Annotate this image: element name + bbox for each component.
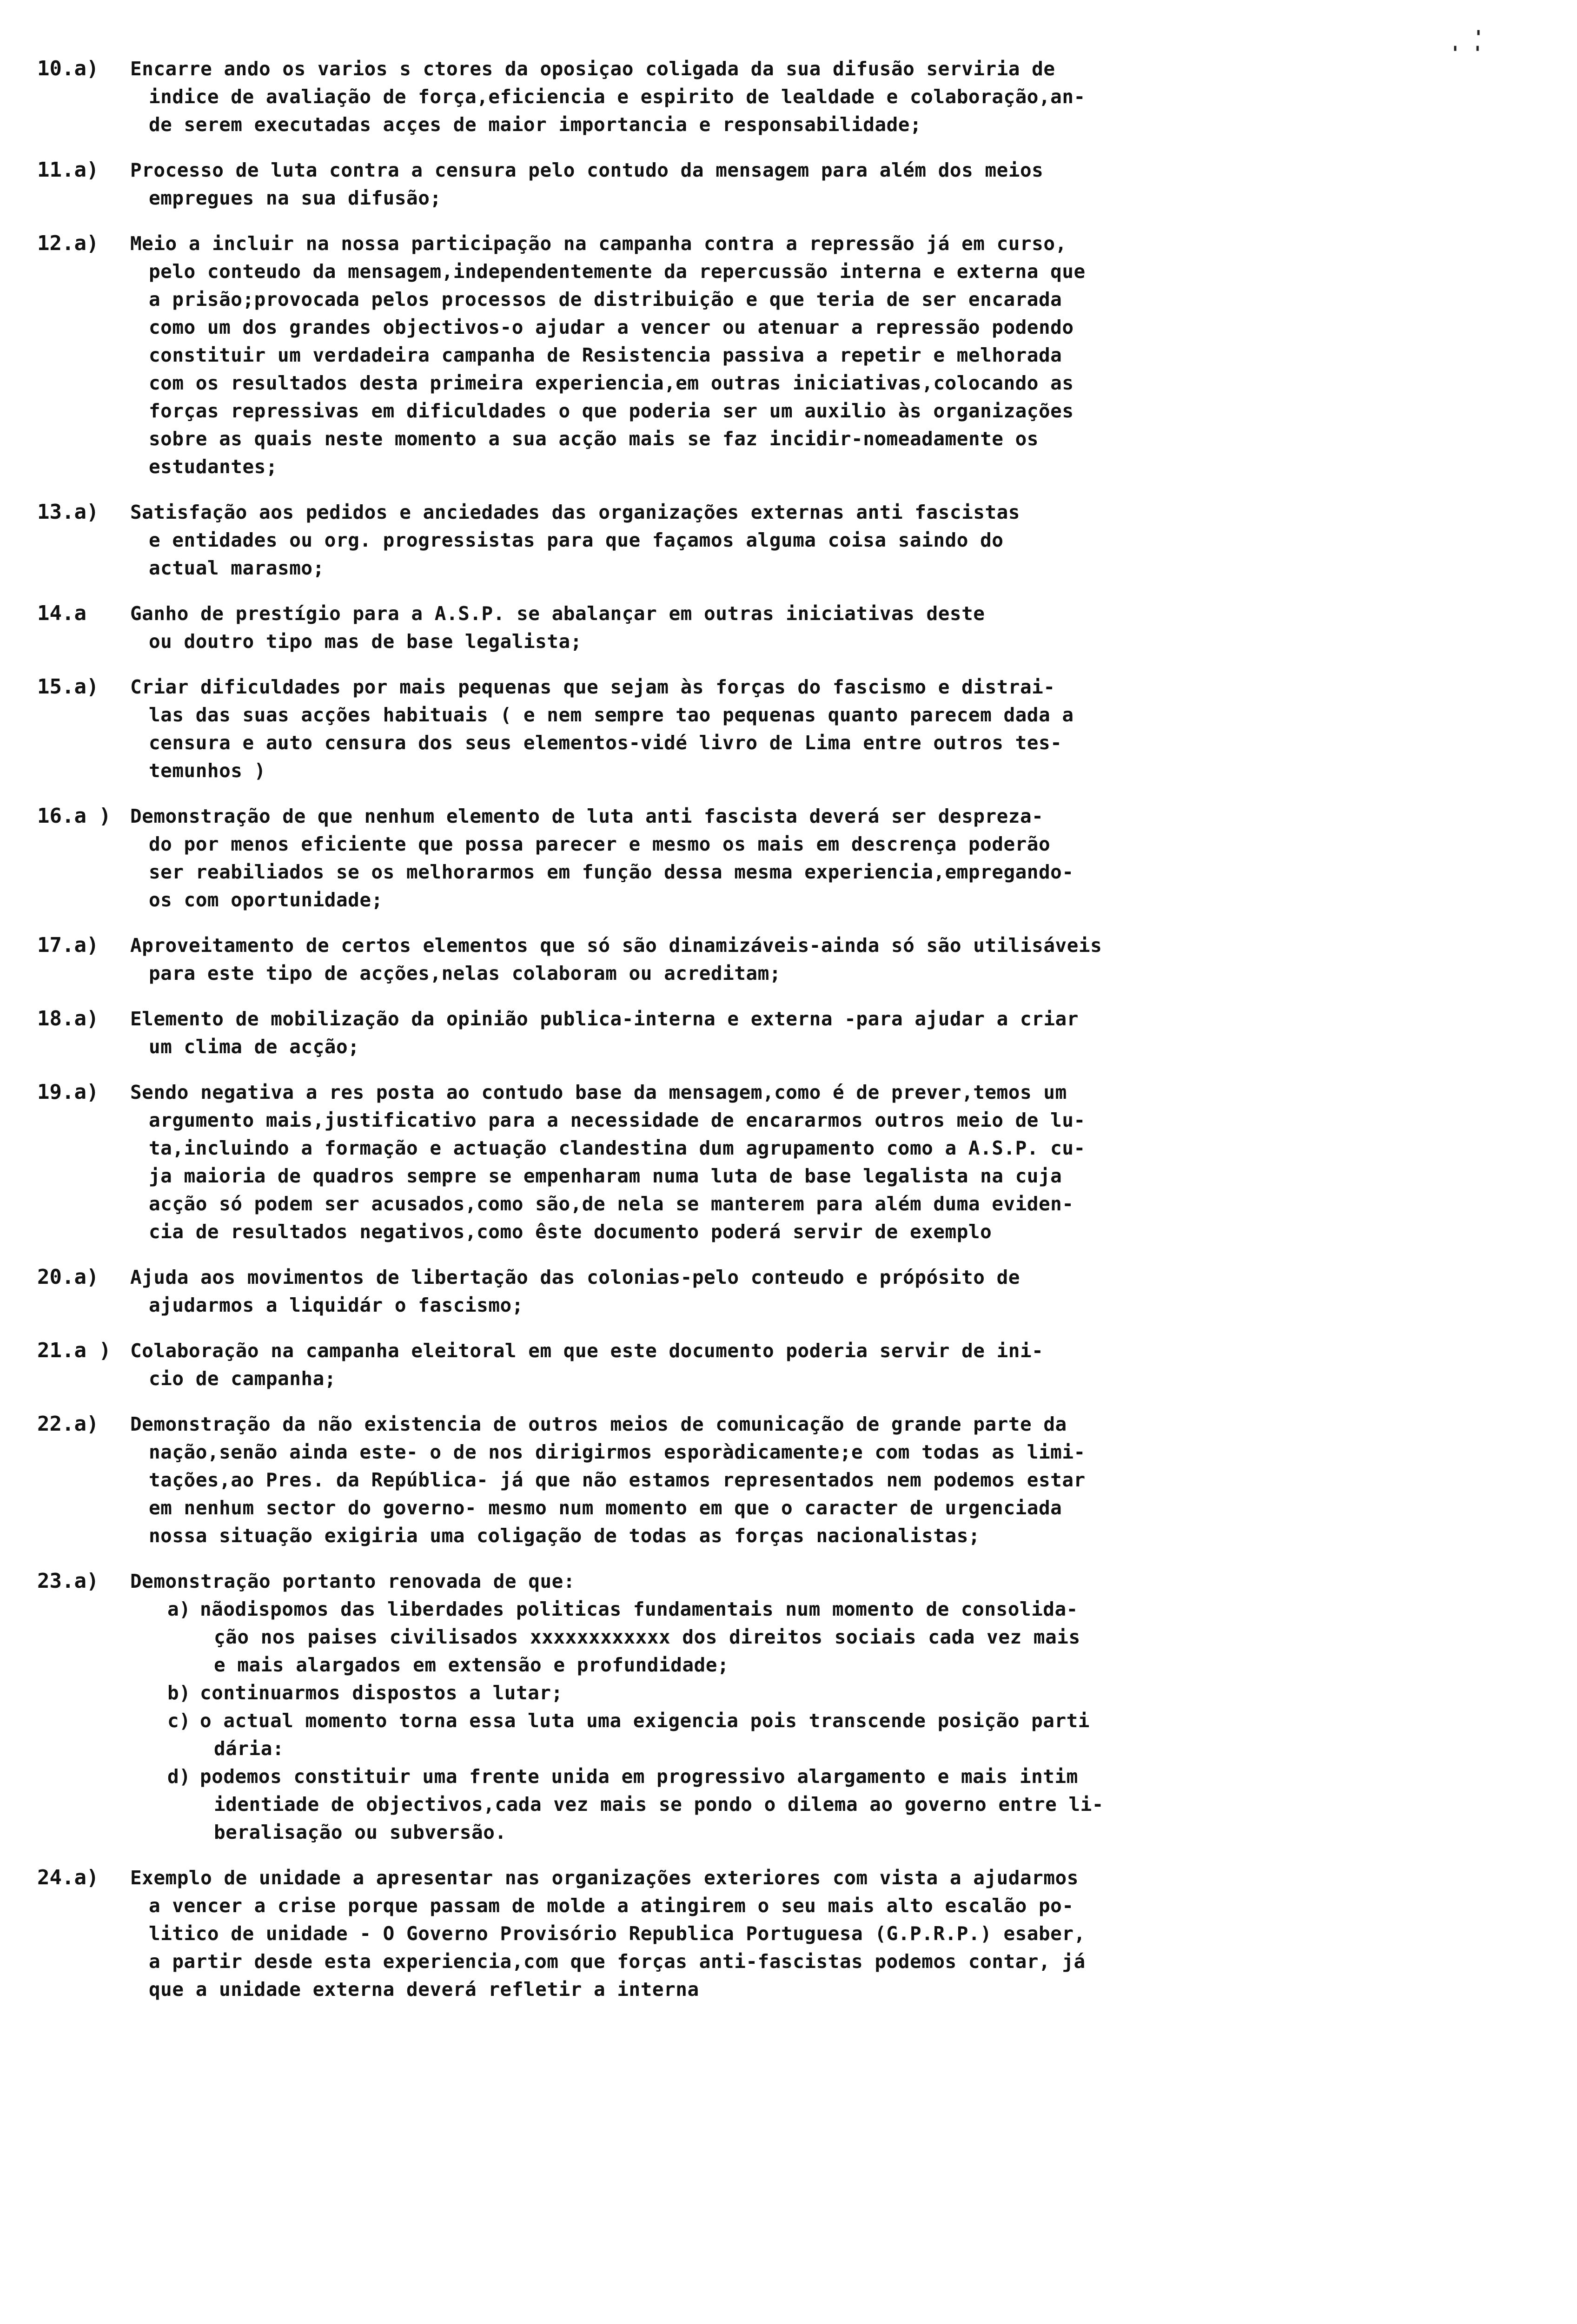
text-line: temunhos ) (149, 759, 266, 782)
item-text (130, 1337, 1446, 1393)
text-line: Ganho de prestígio para a A.S.P. se abalançar em outras iniciativas deste (130, 602, 985, 625)
text-line: Meio a incluir na nossa participação na campanha contra a repressão já em curso, (130, 232, 1067, 255)
text-line: las das suas acções habituais ( e nem sempre tao pequenas quanto parecem dada a (149, 704, 1074, 726)
text-line: ção nos paises civilisados xxxxxxxxxxxx dos direitos sociais cada vez mais (214, 1626, 1080, 1648)
item-number: 17.a) (37, 933, 99, 957)
text-line: constituir um verdadeira campanha de Resistencia passiva a repetir e melhorada (149, 344, 1062, 366)
text-line: em nenhum sector do governo- mesmo num momento em que o caracter de urgenciada (149, 1497, 1062, 1519)
text-line: tações,ao Pres. da República- já que não estamos representados nem podemos estar (149, 1469, 1086, 1491)
item-number: 10.a) (37, 57, 99, 80)
item-text (130, 931, 1446, 987)
margin-mark: ' ' (1450, 43, 1484, 64)
text-line: Demonstração da não existencia de outros meios de comunicação de grande parte da (130, 1413, 1067, 1435)
text-line: com os resultados desta primeira experiencia,em outras iniciativas,colocando as (149, 372, 1074, 394)
text-line: e entidades ou org. progressistas para que façamos alguma coisa saindo do (149, 529, 1004, 551)
text-line: um clima de acção; (149, 1036, 360, 1058)
text-line: do por menos eficiente que possa parecer e mesmo os mais em descrença poderão (149, 833, 1051, 855)
item-text (130, 1263, 1446, 1319)
sub-item-text (200, 1763, 1446, 1846)
item-text (130, 1078, 1446, 1246)
text-line: ser reabiliados se os melhorarmos em função dessa mesma experiencia,empregando- (149, 861, 1074, 883)
numbered-item (37, 1337, 1446, 1393)
sub-item-text (200, 1679, 1446, 1707)
numbered-item (37, 156, 1446, 212)
item-number: 13.a) (37, 500, 99, 524)
item-number: 18.a) (37, 1007, 99, 1030)
sub-item-label: c) (167, 1710, 191, 1732)
sub-item (130, 1679, 1446, 1707)
item-number: 11.a) (37, 158, 99, 182)
text-line: litico de unidade - O Governo Provisório Republica Portuguesa (G.P.R.P.) esaber, (149, 1922, 1086, 1945)
text-line: continuarmos dispostos a lutar; (200, 1682, 563, 1704)
text-line: nãodispomos das liberdades politicas fundamentais num momento de consolida- (200, 1598, 1078, 1620)
text-line: a vencer a crise porque passam de molde a atingirem o seu mais alto escalão po- (149, 1895, 1074, 1917)
text-line: ajudarmos a liquidár o fascismo; (149, 1294, 523, 1316)
sub-item (130, 1763, 1446, 1846)
numbered-item (37, 1263, 1446, 1319)
text-line: Colaboração na campanha eleitoral em que este documento poderia servir de ini- (130, 1340, 1044, 1362)
text-line: cia de resultados negativos,como êste documento poderá servir de exemplo (149, 1221, 992, 1243)
item-text (130, 498, 1446, 582)
text-line: censura e auto censura dos seus elementos-vidé livro de Lima entre outros tes- (149, 732, 1062, 754)
text-line: cio de campanha; (149, 1367, 336, 1390)
item-text (130, 1410, 1446, 1550)
text-line: Satisfação aos pedidos e anciedades das organizações externas anti fascistas (130, 501, 1020, 523)
text-line: podemos constituir uma frente unida em progressivo alargamento e mais intim (200, 1765, 1078, 1788)
text-line: Demonstração portanto renovada de que: (130, 1570, 575, 1592)
numbered-item (37, 600, 1446, 655)
text-line: Aproveitamento de certos elementos que só são dinamizáveis-ainda só são utilisáveis (130, 934, 1102, 957)
item-text (130, 600, 1446, 655)
numbered-item (37, 673, 1446, 785)
sub-item (130, 1707, 1446, 1763)
numbered-item (37, 1864, 1446, 2003)
item-number: 21.a ) (37, 1339, 111, 1362)
text-line: como um dos grandes objectivos-o ajudar a vencer ou atenuar a repressão podendo (149, 316, 1074, 338)
text-line: que a unidade externa deverá refletir a interna (149, 1978, 699, 2000)
numbered-item (37, 1005, 1446, 1061)
text-line: indice de avaliação de força,eficiencia e espirito de lealdade e colaboração,an- (149, 86, 1086, 108)
text-line: forças repressivas em dificuldades o que poderia ser um auxilio às organizações (149, 400, 1074, 422)
text-line: Demonstração de que nenhum elemento de luta anti fascista deverá ser despreza- (130, 805, 1044, 827)
text-line: ta,incluindo a formação e actuação clandestina dum agrupamento como a A.S.P. cu- (149, 1137, 1086, 1159)
text-line: Sendo negativa a res posta ao contudo base da mensagem,como é de prever,temos um (130, 1081, 1067, 1103)
text-line: Exemplo de unidade a apresentar nas organizações exteriores com vista a ajudarmos (130, 1867, 1079, 1889)
item-number: 14.a (37, 601, 86, 625)
text-line: para este tipo de acções,nelas colaboram ou acreditam; (149, 962, 781, 984)
text-line: a partir desde esta experiencia,com que forças anti-fascistas podemos contar, já (149, 1950, 1086, 1973)
text-line: argumento mais,justificativo para a necessidade de encararmos outros meio de lu- (149, 1109, 1086, 1131)
item-text (130, 55, 1446, 139)
numbered-item (37, 931, 1446, 987)
document-body (37, 55, 1446, 2021)
text-line: de serem executadas acçes de maior importancia e responsabilidade; (149, 113, 922, 136)
item-number: 24.a) (37, 1866, 99, 1889)
item-number: 20.a) (37, 1265, 99, 1289)
item-text (130, 1567, 1446, 1846)
text-line: os com oportunidade; (149, 889, 383, 911)
sub-item-label: d) (167, 1765, 191, 1788)
item-text (130, 673, 1446, 785)
text-line: sobre as quais neste momento a sua acção mais se faz incidir-nomeadamente os (149, 428, 1039, 450)
numbered-item (37, 230, 1446, 481)
numbered-item (37, 1410, 1446, 1550)
sub-item-text (200, 1595, 1446, 1679)
text-line: ja maioria de quadros sempre se empenharam numa luta de base legalista na cuja (149, 1165, 1062, 1187)
text-line: Criar dificuldades por mais pequenas que sejam às forças do fascismo e distrai- (130, 676, 1055, 698)
item-text (130, 230, 1446, 481)
numbered-item (37, 55, 1446, 139)
item-number: 23.a) (37, 1569, 99, 1593)
numbered-item (37, 1567, 1446, 1846)
text-line: empregues na sua difusão; (149, 187, 442, 209)
item-number: 16.a ) (37, 804, 111, 828)
margin-mark: ' (1473, 27, 1484, 48)
sub-item-text (200, 1707, 1446, 1763)
numbered-item (37, 802, 1446, 914)
text-line: Encarre ando os varios s ctores da oposiçao coligada da sua difusão serviria de (130, 58, 1055, 80)
numbered-item (37, 1078, 1446, 1246)
text-line: Elemento de mobilização da opinião publica-interna e externa -para ajudar a criar (130, 1008, 1079, 1030)
text-line: a prisão;provocada pelos processos de distribuição e que teria de ser encarada (149, 288, 1062, 310)
item-number: 19.a) (37, 1080, 99, 1104)
numbered-item (37, 498, 1446, 582)
text-line: e mais alargados em extensão e profundidade; (214, 1654, 729, 1676)
sub-item-label: a) (167, 1598, 191, 1620)
text-line: nação,senão ainda este- o de nos dirigirmos esporàdicamente;e com todas as limi- (149, 1441, 1086, 1463)
item-number: 22.a) (37, 1412, 99, 1436)
text-line: actual marasmo; (149, 557, 325, 579)
item-text (130, 802, 1446, 914)
text-line: identiade de objectivos,cada vez mais se pondo o dilema ao governo entre li- (214, 1793, 1104, 1816)
item-text (130, 156, 1446, 212)
item-number: 12.a) (37, 231, 99, 255)
text-line: Processo de luta contra a censura pelo contudo da mensagem para além dos meios (130, 159, 1044, 181)
sub-item (130, 1595, 1446, 1679)
text-line: beralisação ou subversão. (214, 1821, 507, 1843)
text-line: o actual momento torna essa luta uma exigencia pois transcende posição parti (200, 1710, 1090, 1732)
text-line: dária: (214, 1737, 285, 1760)
text-line: estudantes; (149, 456, 278, 478)
text-line: nossa situação exigiria uma coligação de todas as forças nacionalistas; (149, 1525, 981, 1547)
text-line: Ajuda aos movimentos de libertação das colonias-pelo conteudo e própósito de (130, 1266, 1020, 1288)
sub-item-label: b) (167, 1682, 191, 1704)
item-number: 15.a) (37, 675, 99, 699)
text-line: acção só podem ser acusados,como são,de nela se manterem para além duma eviden- (149, 1193, 1074, 1215)
text-line: ou doutro tipo mas de base legalista; (149, 630, 582, 653)
item-text (130, 1864, 1446, 2003)
text-line: pelo conteudo da mensagem,independentemente da repercussão interna e externa que (149, 260, 1086, 283)
item-text (130, 1005, 1446, 1061)
